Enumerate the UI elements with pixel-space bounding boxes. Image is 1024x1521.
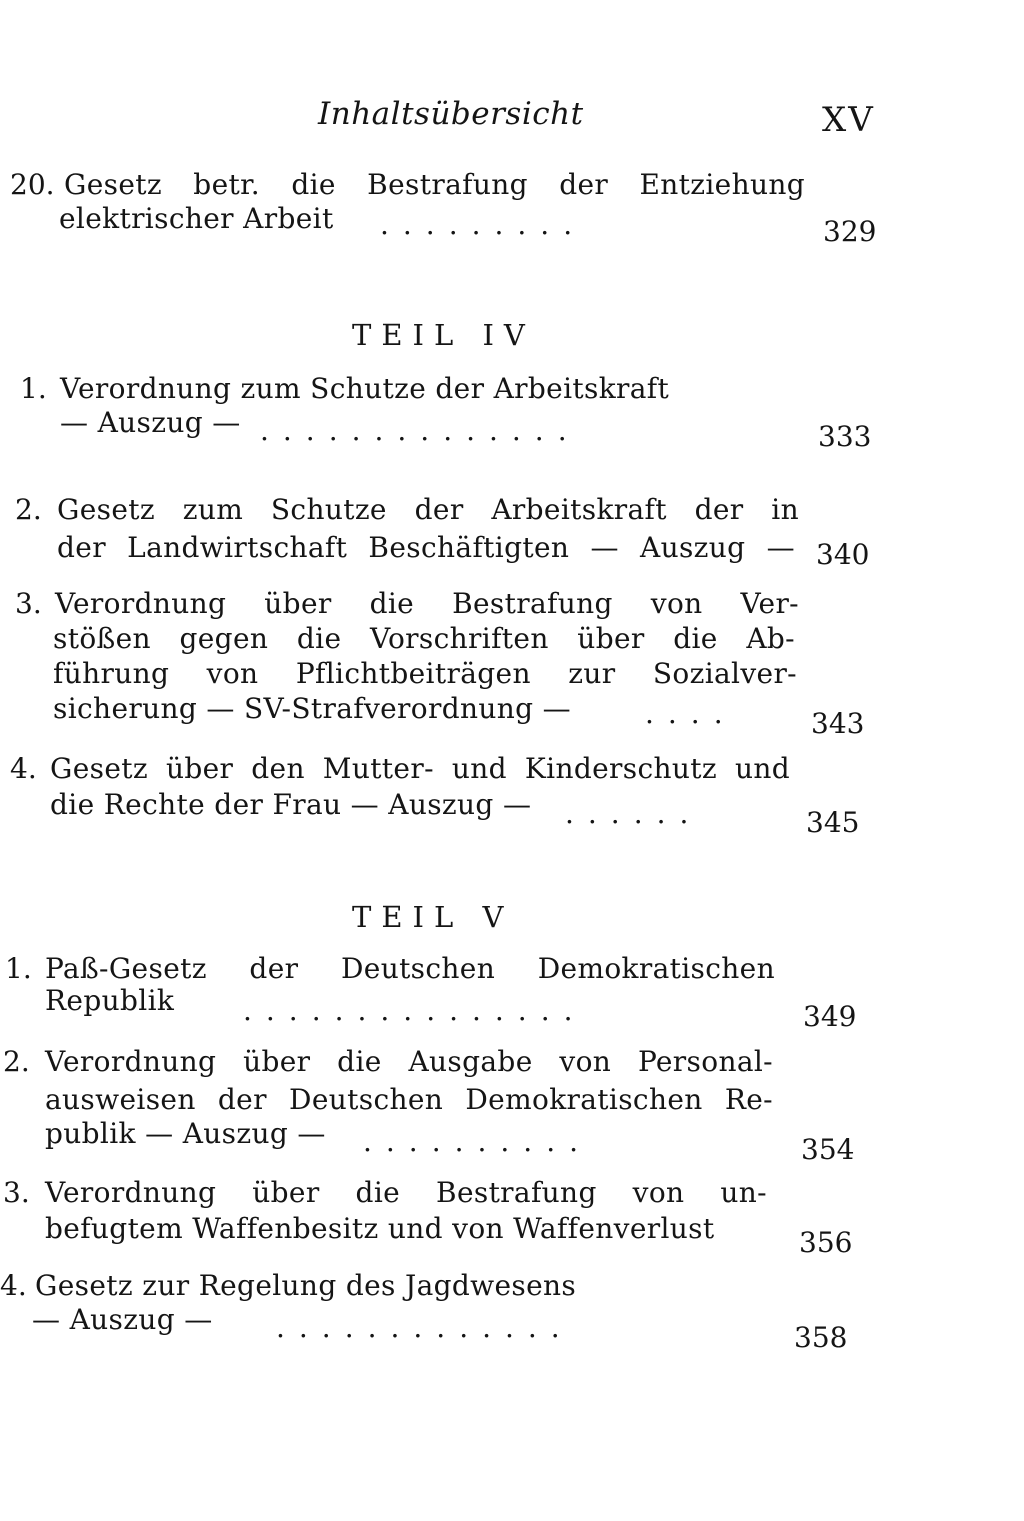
entry-line: der Landwirtschaft Beschäftigten — Auszug —	[57, 531, 795, 564]
entry-page-number: 333	[818, 420, 872, 453]
entry-line: befugtem Waffenbesitz und von Waffenverlust	[45, 1212, 715, 1245]
entry-line: Gesetz zur Regelung des Jagdwesens	[35, 1269, 577, 1302]
dot-leader: ..............	[260, 414, 581, 447]
entry-number: 3.	[3, 1176, 30, 1209]
entry-number: 2.	[3, 1045, 30, 1078]
entry-page-number: 358	[794, 1321, 848, 1354]
entry-line: Verordnung über die Ausgabe von Personal-	[45, 1045, 773, 1078]
entry-page-number: 329	[823, 215, 877, 248]
entry-line: Verordnung über die Bestrafung von Ver-	[55, 587, 799, 620]
entry-page-number: 356	[799, 1226, 853, 1259]
dot-leader: ....	[645, 697, 737, 730]
entry-line: Republik	[45, 984, 175, 1017]
entry-number: 2.	[15, 493, 42, 526]
entry-page-number: 343	[811, 707, 865, 740]
entry-number: 1.	[5, 952, 32, 985]
entry-line: stößen gegen die Vorschriften über die Ab-	[53, 622, 795, 655]
entry-line: Gesetz zum Schutze der Arbeitskraft der in	[57, 493, 799, 526]
entry-page-number: 340	[816, 538, 870, 571]
page-number: XV	[822, 100, 875, 140]
dot-leader: ..........	[363, 1125, 593, 1158]
toc-entry	[15, 587, 915, 740]
entry-line: Paß-Gesetz der Deutschen Demokratischen	[45, 952, 775, 985]
running-head: Inhaltsübersicht	[318, 96, 584, 132]
toc-entry	[10, 752, 910, 872]
entry-line: elektrischer Arbeit	[59, 202, 334, 235]
entry-number: 4.	[0, 1269, 27, 1302]
toc-entry	[0, 1269, 900, 1389]
section-heading: TEIL V	[352, 900, 514, 934]
entry-line: Gesetz über den Mutter- und Kinderschutz und	[50, 752, 790, 785]
entry-line: — Auszug —	[60, 406, 241, 439]
toc-entry	[10, 168, 910, 288]
entry-line: Gesetz betr. die Bestrafung der Entziehung	[64, 168, 805, 201]
entry-line: Verordnung zum Schutze der Arbeitskraft	[60, 372, 670, 405]
entry-number: 1.	[20, 372, 47, 405]
dot-leader: .............	[276, 1311, 574, 1344]
entry-page-number: 349	[803, 1000, 857, 1033]
entry-line: die Rechte der Frau — Auszug —	[50, 788, 532, 821]
entry-page-number: 345	[806, 806, 860, 839]
dot-leader: ...............	[243, 994, 587, 1027]
dot-leader: ......	[565, 797, 703, 830]
entry-number: 4.	[10, 752, 37, 785]
entry-line: sicherung — SV-Strafverordnung —	[53, 692, 572, 725]
entry-number: 3.	[15, 587, 42, 620]
entry-number: 20.	[10, 168, 55, 201]
entry-line: publik — Auszug —	[45, 1117, 326, 1150]
entry-line: — Auszug —	[32, 1303, 213, 1336]
entry-line: ausweisen der Deutschen Demokratischen Re-	[45, 1083, 773, 1116]
section-heading: TEIL IV	[352, 318, 535, 352]
toc-entry	[3, 1045, 903, 1165]
dot-leader: .........	[380, 208, 587, 241]
entry-page-number: 354	[801, 1133, 855, 1166]
entry-line: führung von Pflichtbeiträgen zur Sozialver-	[53, 657, 797, 690]
entry-line: Verordnung über die Bestrafung von un-	[45, 1176, 767, 1209]
toc-entry	[20, 372, 920, 492]
